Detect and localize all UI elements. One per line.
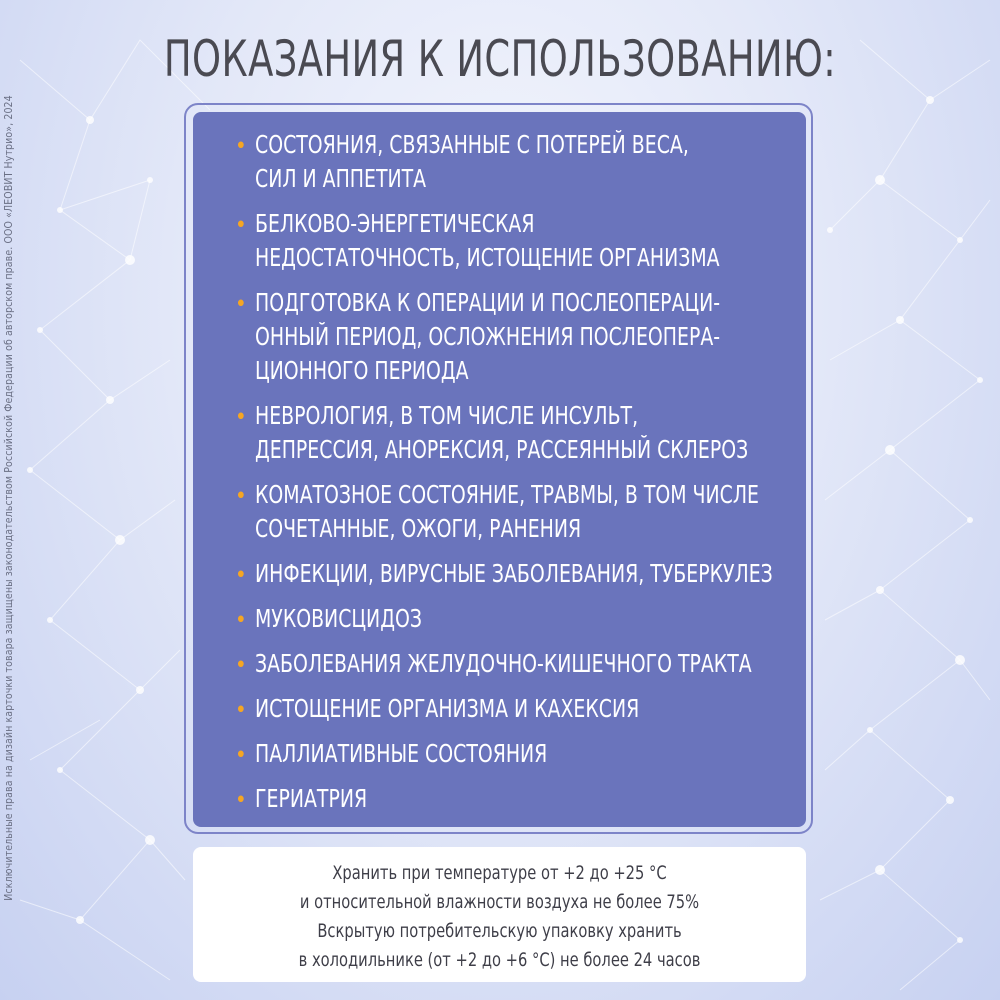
storage-conditions-box <box>193 847 806 982</box>
bullet-icon: • <box>235 405 247 430</box>
list-item-text: ДЕПРЕССИЯ, АНОРЕКСИЯ, РАССЕЯННЫЙ СКЛЕРОЗ <box>255 435 749 464</box>
list-item <box>235 399 805 467</box>
storage-text: Вскрытую потребительскую упаковку хранить <box>317 920 682 942</box>
storage-text: Хранить при температуре от +2 до +25 °С <box>332 862 667 884</box>
list-item <box>235 647 805 681</box>
list-item <box>235 692 805 726</box>
list-item-text: ЗАБОЛЕВАНИЯ ЖЕЛУДОЧНО-КИШЕЧНОГО ТРАКТА <box>255 649 752 678</box>
list-item <box>235 207 805 275</box>
list-item-text: МУКОВИСЦИДОЗ <box>255 604 422 633</box>
bullet-icon: • <box>235 134 247 159</box>
bullet-icon: • <box>235 292 247 317</box>
list-item-text: ГЕРИАТРИЯ <box>255 784 368 813</box>
list-item-text: БЕЛКОВО-ЭНЕРГЕТИЧЕСКАЯ <box>255 209 535 238</box>
list-item-text: НЕДОСТАТОЧНОСТЬ, ИСТОЩЕНИЕ ОРГАНИЗМА <box>255 243 720 272</box>
list-item-text: ЦИОННОГО ПЕРИОДА <box>255 356 469 385</box>
bullet-icon: • <box>235 563 247 588</box>
storage-text: в холодильнике (от +2 до +6 °С) не более 24 часов <box>298 949 701 971</box>
list-item-text: ПАЛЛИАТИВНЫЕ СОСТОЯНИЯ <box>255 739 548 768</box>
bullet-icon: • <box>235 653 247 678</box>
bullet-icon: • <box>235 484 247 509</box>
list-item-text: СИЛ И АППЕТИТА <box>255 164 427 193</box>
list-item-text: СОСТОЯНИЯ, СВЯЗАННЫЕ С ПОТЕРЕЙ ВЕСА, <box>255 130 689 159</box>
indications-list <box>235 128 805 827</box>
list-item-text: ПОДГОТОВКА К ОПЕРАЦИИ И ПОСЛЕОПЕРАЦИ- <box>255 288 721 317</box>
bullet-icon: • <box>235 213 247 238</box>
list-item-text: ИСТОЩЕНИЕ ОРГАНИЗМА И КАХЕКСИЯ <box>255 694 640 723</box>
list-item-text: ИНФЕКЦИИ, ВИРУСНЫЕ ЗАБОЛЕВАНИЯ, ТУБЕРКУЛЕЗ <box>255 559 773 588</box>
storage-text: и относительной влажности воздуха не более 75% <box>299 891 700 913</box>
list-item-text: КОМАТОЗНОЕ СОСТОЯНИЕ, ТРАВМЫ, В ТОМ ЧИСЛЕ <box>255 480 759 509</box>
copyright-notice: Исключительные права на дизайн карточки товара защищены законодательством Российской Федерации об авторском праве. ООО «ЛЕОВИТ Нутрио», 2024 <box>3 95 15 901</box>
list-item <box>235 737 805 771</box>
list-item-text: ОННЫЙ ПЕРИОД, ОСЛОЖНЕНИЯ ПОСЛЕОПЕРА- <box>255 322 721 351</box>
bullet-icon: • <box>235 698 247 723</box>
list-item <box>235 286 805 388</box>
list-item <box>235 478 805 546</box>
list-item <box>235 128 805 196</box>
list-item <box>235 557 805 591</box>
bullet-icon: • <box>235 743 247 768</box>
list-item-text: СОЧЕТАННЫЕ, ОЖОГИ, РАНЕНИЯ <box>255 514 582 543</box>
list-item <box>235 602 805 636</box>
bullet-icon: • <box>235 608 247 633</box>
page-title: ПОКАЗАНИЯ К ИСПОЛЬЗОВАНИЮ: <box>163 30 837 88</box>
list-item <box>235 782 805 816</box>
list-item-text: НЕВРОЛОГИЯ, В ТОМ ЧИСЛЕ ИНСУЛЬТ, <box>255 401 639 430</box>
bullet-icon: • <box>235 788 247 813</box>
